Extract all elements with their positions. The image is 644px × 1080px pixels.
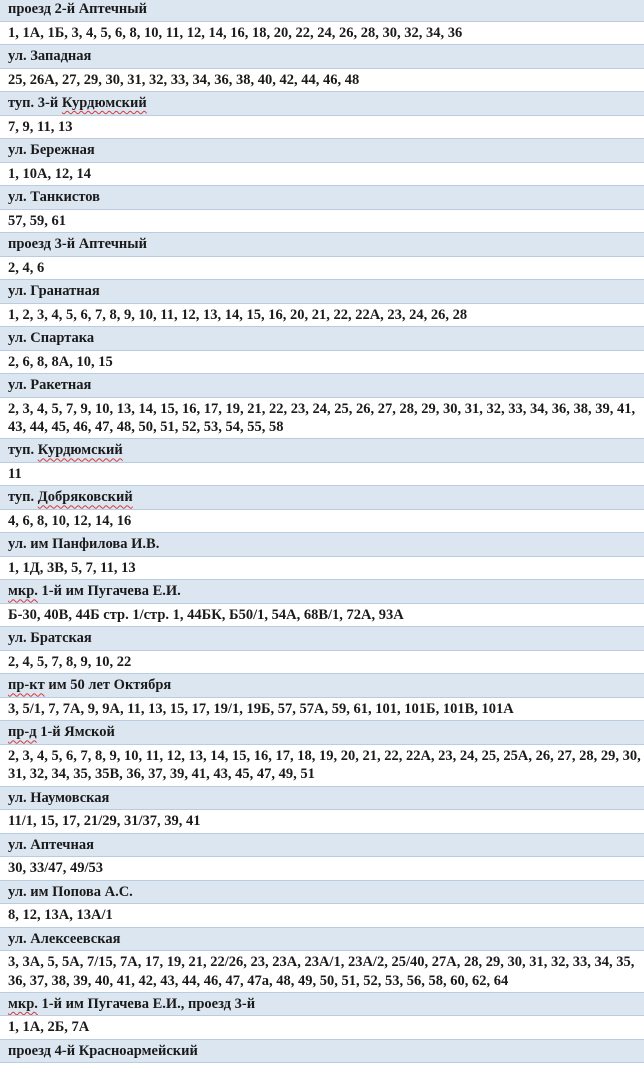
spellcheck-word: пр-кт [8,677,45,694]
street-name-row [0,993,644,1017]
house-numbers-row: 2, 4, 6 [0,257,644,281]
street-name-row: ул. им Панфилова И.В. [0,533,644,557]
house-numbers-row: 8, 12, 13А, 13А/1 [0,904,644,928]
street-name-row: ул. Западная [0,45,644,69]
street-name-row [0,580,644,604]
house-numbers-row: 1, 1А, 1Б, 3, 4, 5, 6, 8, 10, 11, 12, 14, 16, 18, 20, 22, 24, 26, 28, 30, 32, 34, 36 [0,22,644,46]
street-name-row: проезд 2-й Аптечный [0,0,644,22]
house-numbers-row: 3, 3А, 5, 5А, 7/15, 7А, 17, 19, 21, 22/26, 23, 23А, 23А/1, 23А/2, 25/40, 27А, 28, 29, 30, 31, 32, 33, 34, 35, 36, 37, 38, 39, 40, 41, 42, 43, 44, 46, 47, 47а, 48, 49, 50, 51, 52, 53, 56, 58, 60, 62, 64 [0,951,644,993]
street-suffix: им 50 лет Октября [44,677,172,694]
house-numbers-row: 2, 3, 4, 5, 7, 9, 10, 13, 14, 15, 16, 17, 19, 21, 22, 23, 24, 25, 26, 27, 28, 29, 30, 31, 32, 33, 34, 36, 38, 39, 41, 43, 44, 45, 46, 47, 48, 50, 51, 52, 53, 54, 55, 58 [0,398,644,440]
house-numbers-row: 25, 26А, 27, 29, 30, 31, 32, 33, 34, 36, 38, 40, 42, 44, 46, 48 [0,69,644,93]
street-suffix: 1-й Ямской [36,724,115,741]
street-name-row [0,486,644,510]
house-numbers-row: 57, 59, 61 [0,210,644,234]
street-name-row: ул. Наумовская [0,787,644,811]
house-numbers-row: 2, 6, 8, 8А, 10, 15 [0,351,644,375]
spellcheck-word: пр-д [8,724,37,741]
house-numbers-row: 3, 5/1, 7, 7А, 9, 9А, 11, 13, 15, 17, 19/1, 19Б, 57, 57А, 59, 61, 101, 101Б, 101В, 101А [0,698,644,722]
house-numbers-row: Б-30, 40В, 44Б стр. 1/стр. 1, 44БК, Б50/1, 54А, 68В/1, 72А, 93А [0,604,644,628]
spellcheck-word: мкр. [8,583,38,600]
street-name-row: ул. Спартака [0,327,644,351]
street-name-row: проезд 3-й Аптечный [0,233,644,257]
street-prefix: туп. [8,442,38,459]
street-name-row: ул. Бережная [0,139,644,163]
street-name-row [0,721,644,745]
spellcheck-word: мкр. [8,995,38,1012]
house-numbers-row: 2, 3, 4, 5, 6, 7, 8, 9, 10, 11, 12, 13, 14, 15, 16, 17, 18, 19, 20, 21, 22, 22А, 23, 24, 25, 25А, 26, 27, 28, 29, 30, 31, 32, 34, 35, 35В, 36, 37, 39, 41, 43, 45, 47, 49, 51 [0,745,644,787]
house-numbers-row: 11/1, 15, 17, 21/29, 31/37, 39, 41 [0,810,644,834]
street-name-row: проезд 4-й Красноармейский [0,1040,644,1064]
house-numbers-row: 1, 1А, 2Б, 7А [0,1016,644,1040]
street-prefix: туп. 3-й [8,95,62,111]
street-name-row [0,674,644,698]
street-suffix: 1-й им Пугачева Е.И. [37,583,181,600]
street-name-row [0,439,644,463]
house-numbers-row: 1, 10А, 12, 14 [0,163,644,187]
street-name-row: ул. Ракетная [0,374,644,398]
house-numbers-row: 1, 2, 3, 4, 5, 6, 7, 8, 9, 10, 11, 12, 13, 14, 15, 16, 20, 21, 22, 22А, 23, 24, 26, 28 [0,304,644,328]
street-name-row: ул. Братская [0,627,644,651]
spellcheck-word: Курдюмский [37,442,123,459]
street-name-row: ул. Аптечная [0,834,644,858]
street-name-row [0,92,644,116]
street-name-row: ул. им Попова А.С. [0,881,644,905]
street-prefix: туп. [8,489,38,506]
street-suffix: 1-й им Пугачева Е.И., проезд 3-й [37,995,256,1012]
street-name-row: ул. Танкистов [0,186,644,210]
house-numbers-row: 4, 6, 8, 10, 12, 14, 16 [0,510,644,534]
house-numbers-row: 2, 4, 5, 7, 8, 9, 10, 22 [0,651,644,675]
house-numbers-row: 1, 1Д, 3В, 5, 7, 11, 13 [0,557,644,581]
spellcheck-word: Добряковский [37,489,133,506]
street-name-row: ул. Гранатная [0,280,644,304]
street-name-row: ул. Алексеевская [0,928,644,952]
house-numbers-row: 11 [0,463,644,487]
house-numbers-row: 30, 33/47, 49/53 [0,857,644,881]
house-numbers-row: 7, 9, 11, 13 [0,116,644,140]
spellcheck-word: Курдюмский [61,95,147,111]
